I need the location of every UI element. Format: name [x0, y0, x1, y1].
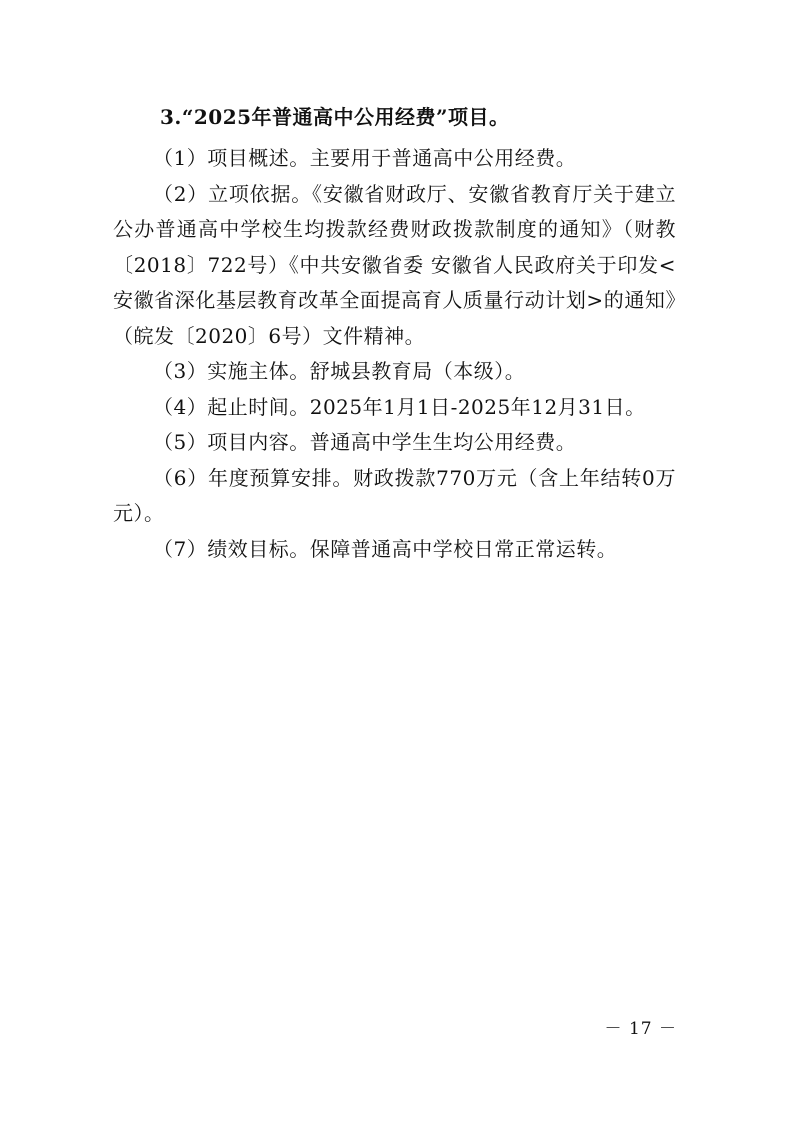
paragraph-basis: （2）立项依据。《安徽省财政厅、安徽省教育厅关于建立公办普通高中学校生均拨款经费财政拨款制度的通知》（财教〔2018〕722号）《中共安徽省委 安徽省人民政府关于印发<安徽省深化基层教育改革全面提高育人质量行动计划>的通知》（皖发〔2020〕6号）文件精神。: [113, 181, 676, 348]
section-heading: 3.“2025年普通高中公用经费”项目。: [160, 105, 510, 129]
paragraph-timeframe: （4）起止时间。2025年1月1日-2025年12月31日。: [153, 394, 646, 419]
paragraph-budget: （6）年度预算安排。财政拨款770万元（含上年结转0万元）。: [113, 465, 676, 525]
paragraph-implementer: （3）实施主体。舒城县教育局（本级）。: [153, 359, 526, 383]
page-number: － 17 －: [604, 1019, 677, 1039]
paragraph-goal: （7）绩效目标。保障普通高中学校日常正常运转。: [153, 536, 618, 561]
paragraph-content: （5）项目内容。普通高中学生生均公用经费。: [153, 430, 577, 454]
document-body: [113, 97, 676, 567]
paragraph-overview: （1）项目概述。主要用于普通高中公用经费。: [153, 146, 577, 170]
